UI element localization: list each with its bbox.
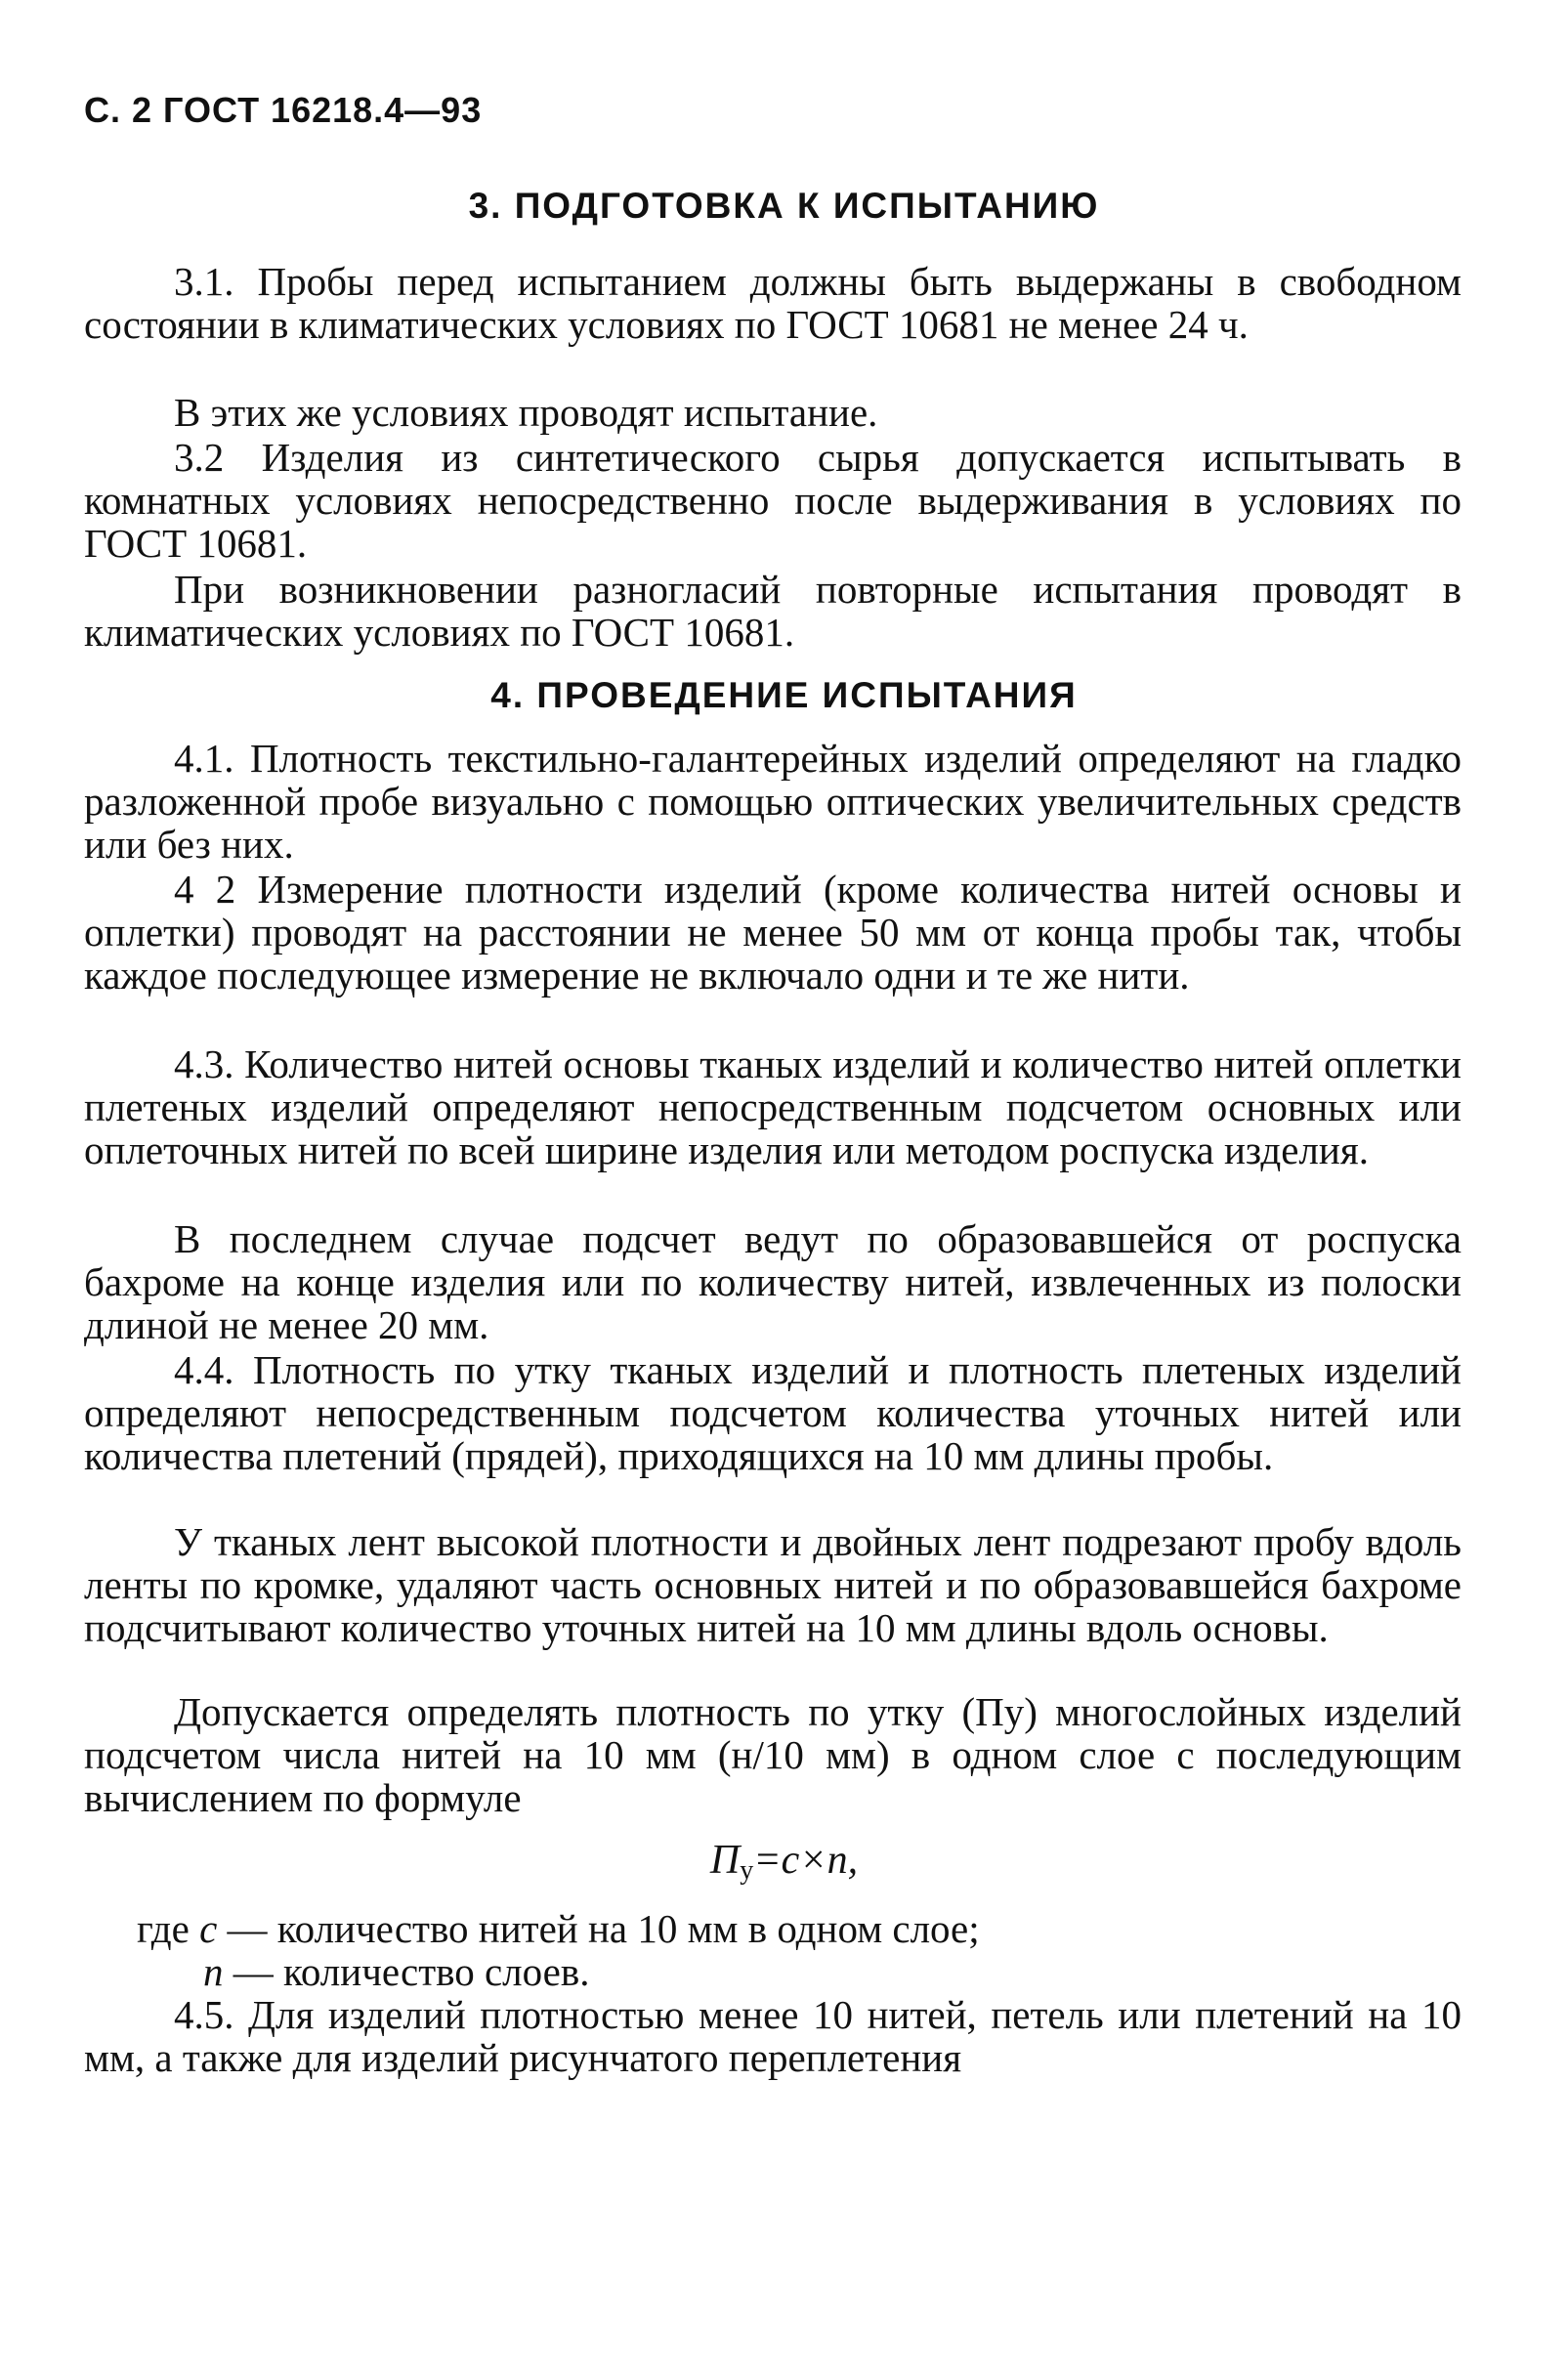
paragraph-4-2: 4 2 Измерение плотности изделий (кроме количества нитей основы и оплетки) проводят на расстоянии не менее 50 мм от конца пробы так, чтобы каждое последующее измерение не включало одни и те же нити. (84, 867, 1462, 998)
where-var-c: c (199, 1906, 218, 1951)
where-text-n: — количество слоев. (223, 1949, 590, 1994)
where-line-1 (137, 1907, 1465, 1950)
paragraph-4-5: 4.5. Для изделий плотностью менее 10 нитей, петель или плетений на 10 мм, а также для изделий рисунчатого переплетения (84, 1992, 1462, 2080)
where-var-n: n (203, 1949, 224, 1994)
where-line-2 (203, 1950, 1532, 1993)
paragraph-3-1: 3.1. Пробы перед испытанием должны быть выдержаны в свободном состоянии в климатических условиях по ГОСТ 10681 не менее 24 ч. (84, 259, 1462, 347)
paragraph-3-2: 3.2 Изделия из синтетического сырья допускается испытывать в комнатных условиях непосредственно после выдерживания в условиях по ГОСТ 10681. (84, 435, 1462, 566)
paragraph-4-3-cont: В последнем случае подсчет ведут по образовавшейся от роспуска бахроме на конце изделия или по количеству нитей, извлеченных из полоски длиной не менее 20 мм. (84, 1216, 1462, 1347)
where-prefix: где (137, 1906, 190, 1951)
paragraph-4-3: 4.3. Количество нитей основы тканых изделий и количество нитей оплетки плетеных изделий определяют непосредственным подсчетом основных или оплеточных нитей по всей ширине изделия или методом роспуска изделия. (84, 1041, 1462, 1172)
paragraph-4-1: 4.1. Плотность текстильно-галантерейных изделий определяют на гладко разложенной пробе визуально с помощью оптических увеличительных средств или без них. (84, 736, 1462, 867)
paragraph-4-4-cont: У тканых лент высокой плотности и двойных лент подрезают пробу вдоль ленты по кромке, удаляют часть основных нитей и по образовавшейся бахроме подсчитывают количество уточных нитей на 10 мм длины вдоль основы. (84, 1519, 1462, 1650)
section-3-title: 3. ПОДГОТОВКА К ИСПЫТАНИЮ (468, 186, 1100, 226)
page-header: С. 2 ГОСТ 16218.4—93 (84, 90, 483, 130)
formula-rest: =c×n, (753, 1838, 859, 1883)
paragraph-3-2-cont: При возникновении разногласий повторные испытания проводят в климатических условиях по ГОСТ 10681. (84, 567, 1462, 655)
section-4-title: 4. ПРОВЕДЕНИЕ ИСПЫТАНИЯ (490, 675, 1078, 715)
where-text-c: — количество нитей на 10 мм в одном слое; (217, 1906, 980, 1951)
density-formula (0, 1837, 1568, 1887)
paragraph-4-4: 4.4. Плотность по утку тканых изделий и плотность плетеных изделий определяют непосредственным подсчетом количества уточных нитей или количества плетений (прядей), приходящихся на 10 мм длины пробы. (84, 1347, 1462, 1478)
paragraph-4-4-formula-intro: Допускается определять плотность по утку (Пу) многослойных изделий подсчетом числа нитей на 10 мм (н/10 мм) в одном слое с последующим вычислением по формуле (84, 1689, 1462, 1820)
formula-symbol: П (709, 1838, 741, 1883)
paragraph-3-1-cont: В этих же условиях проводят испытание. (174, 390, 878, 435)
formula-subscript: у (740, 1855, 754, 1886)
